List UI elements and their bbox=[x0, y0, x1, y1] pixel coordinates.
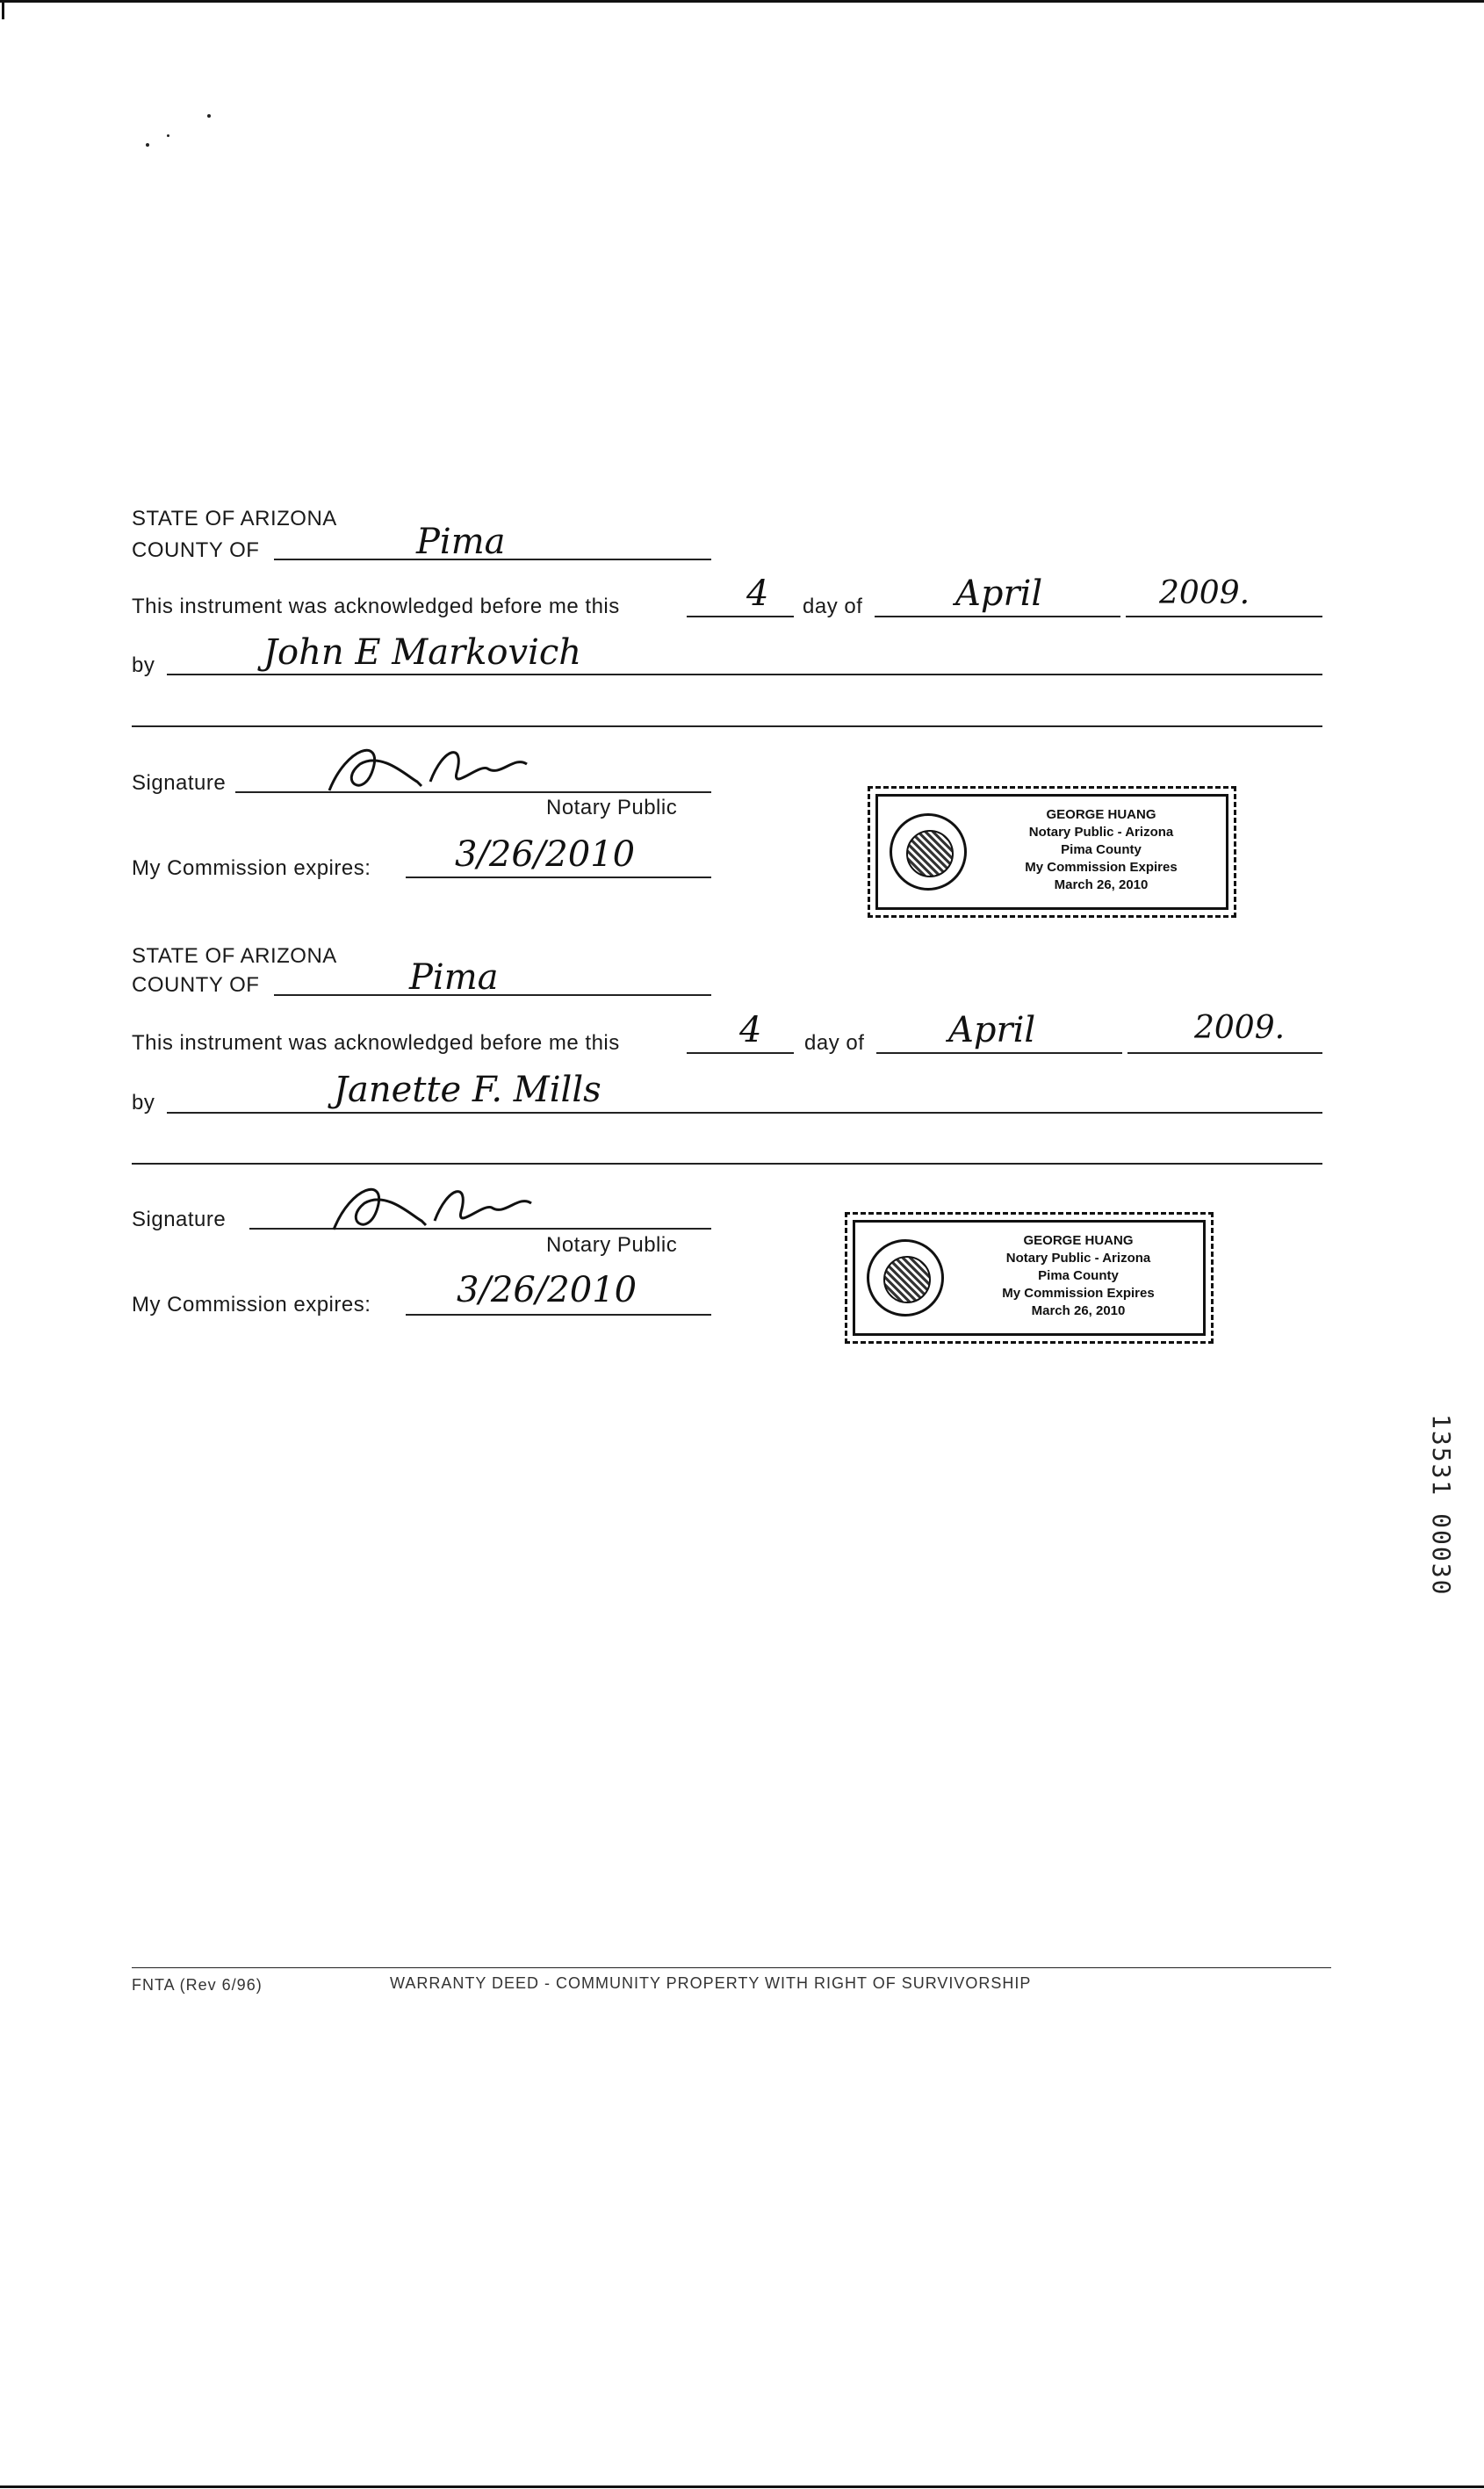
page-top-edge bbox=[0, 0, 1484, 3]
month-line bbox=[875, 616, 1120, 617]
state-label: STATE OF ARIZONA bbox=[132, 507, 337, 530]
seal-expires-date: March 26, 2010 bbox=[1054, 877, 1149, 892]
state-seal-emblem bbox=[890, 813, 967, 891]
day-handwritten: 4 bbox=[739, 1010, 762, 1050]
seal-name: GEORGE HUANG bbox=[1023, 1233, 1134, 1248]
commission-line bbox=[406, 1314, 711, 1316]
document-type: WARRANTY DEED - COMMUNITY PROPERTY WITH RIGHT OF SURVIVORSHIP bbox=[390, 1974, 1032, 1992]
day-line bbox=[687, 1052, 794, 1054]
seal-name: GEORGE HUANG bbox=[1046, 807, 1156, 822]
state-seal-emblem bbox=[867, 1239, 944, 1317]
scan-speck bbox=[167, 134, 169, 137]
commission-line bbox=[406, 877, 711, 878]
seal-county: Pima County bbox=[1061, 842, 1142, 857]
acknowledged-text: This instrument was acknowledged before me this bbox=[132, 1031, 620, 1055]
month-line bbox=[876, 1052, 1122, 1054]
county-handwritten: Pima bbox=[409, 957, 499, 998]
notary-public-label: Notary Public bbox=[546, 796, 678, 819]
commission-handwritten: 3/26/2010 bbox=[455, 834, 636, 875]
page-bottom-edge bbox=[0, 2485, 1484, 2488]
month-handwritten: April bbox=[955, 574, 1043, 614]
footer-line bbox=[132, 1967, 1331, 1968]
notary-signature bbox=[312, 729, 540, 808]
by-handwritten: Janette F. Mills bbox=[334, 1070, 602, 1110]
page-left-mark bbox=[2, 0, 4, 19]
scan-speck bbox=[146, 143, 149, 147]
recording-code: 13531 00030 bbox=[1427, 1414, 1456, 1597]
by-line bbox=[167, 1112, 1322, 1114]
seal-expires-label: My Commission Expires bbox=[1002, 1286, 1155, 1301]
seal-expires-date: March 26, 2010 bbox=[1031, 1303, 1126, 1318]
year-handwritten: 2009. bbox=[1194, 1010, 1286, 1046]
day-of-label: day of bbox=[803, 595, 863, 618]
commission-label: My Commission expires: bbox=[132, 856, 371, 880]
by-label: by bbox=[132, 653, 155, 677]
by-line bbox=[167, 674, 1322, 675]
commission-handwritten: 3/26/2010 bbox=[457, 1270, 638, 1310]
seal-title: Notary Public - Arizona bbox=[1005, 1251, 1151, 1266]
notary-seal bbox=[868, 786, 1236, 918]
county-label: COUNTY OF bbox=[132, 538, 260, 562]
notary-public-label: Notary Public bbox=[546, 1233, 678, 1257]
day-of-label: day of bbox=[804, 1031, 865, 1055]
signature-label: Signature bbox=[132, 771, 227, 795]
notary-signature bbox=[316, 1166, 544, 1245]
scan-speck bbox=[207, 114, 211, 118]
acknowledged-text: This instrument was acknowledged before me this bbox=[132, 595, 620, 618]
commission-label: My Commission expires: bbox=[132, 1293, 371, 1317]
day-handwritten: 4 bbox=[746, 574, 769, 614]
year-line bbox=[1127, 1052, 1322, 1054]
year-handwritten: 2009. bbox=[1159, 575, 1250, 611]
seal-expires-label: My Commission Expires bbox=[1025, 860, 1178, 875]
form-code: FNTA (Rev 6/96) bbox=[132, 1976, 263, 1994]
seal-county: Pima County bbox=[1038, 1268, 1119, 1283]
by-handwritten: John E Markovich bbox=[263, 632, 582, 673]
seal-title: Notary Public - Arizona bbox=[1028, 825, 1174, 840]
year-line bbox=[1126, 616, 1322, 617]
month-handwritten: April bbox=[948, 1010, 1036, 1050]
county-handwritten: Pima bbox=[416, 522, 506, 562]
notary-seal bbox=[845, 1212, 1214, 1344]
separator-line bbox=[132, 1163, 1322, 1165]
day-line bbox=[687, 616, 794, 617]
separator-line bbox=[132, 725, 1322, 727]
by-label: by bbox=[132, 1091, 155, 1115]
signature-label: Signature bbox=[132, 1208, 227, 1231]
county-label: COUNTY OF bbox=[132, 973, 260, 997]
state-label: STATE OF ARIZONA bbox=[132, 944, 337, 968]
